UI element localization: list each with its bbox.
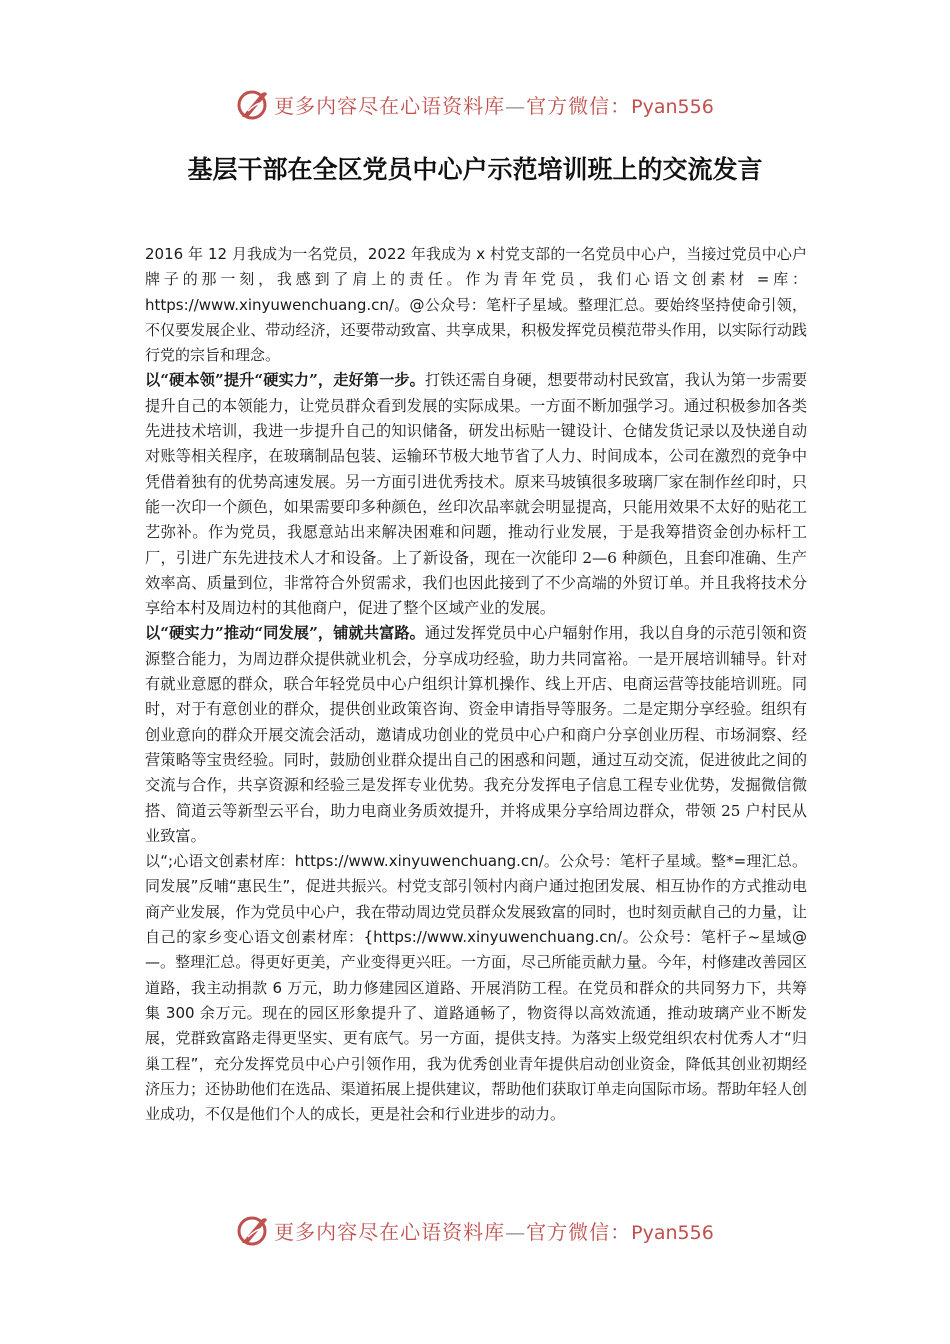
document-body [145,242,807,1127]
paragraph-section-3: 以“;心语文创素材库：https://www.xinyuwenchuang.cn/。公众号：笔杆子星域。整*=理汇总。同发展”反哺“惠民生”，促进共振兴。村党支部引领村内商户通过抱团发展、相互协作的方式推动电商产业发展，作为党员中心户，我在带动周边党员群众发展致富的同时，也时刻贡献自己的力量，让自己的家乡变心语文创素材库：{https://www.xinyuwenchuang.cn/。公众号：笔杆子~星域@—。整理汇总。得更好更美，产业变得更兴旺。一方面，尽己所能贡献力量。今年，村修建改善园区道路，我主动捐款 6 万元，助力修建园区道路、开展消防工程。在党员和群众的共同努力下，共筹集 300 余万元。现在的园区形象提升了、道路通畅了，物资得以高效流通，推动玻璃产业不断发展，党群致富路走得更坚实、更有底气。另一方面，提供支持。为落实上级党组织农村优秀人才“归巢工程”，充分发挥党员中心户引领作用，我为优秀创业青年提供启动创业资金，降低其创业初期经济压力；还协助他们在选品、渠道拓展上提供建议，帮助他们获取订单走向国际市场。帮助年轻人创业成功，不仅是他们个人的成长，更是社会和行业进步的动力。 [145,852,807,1124]
banner-sub: 官方微信： [526,93,632,118]
banner-main: 更多内容尽在心语资料库 [274,93,506,118]
banner-main: 更多内容尽在心语资料库 [274,1219,506,1244]
banner-id: Pyan556 [631,95,714,118]
header-banner [0,84,950,124]
banner-dash: — [505,93,527,118]
banner-id: Pyan556 [631,1221,714,1244]
banner-dash: — [505,1219,527,1244]
section-2-heading: 以“硬实力”推动“同发展”，铺就共富路。 [145,624,425,643]
paragraph-intro: 2016 年 12 月我成为一名党员，2022 年我成为 x 村党支部的一名党员中心户，当接过党员中心户牌子的那一刻，我感到了肩上的责任。作为青年党员，我们心语文创素材 =库：https://www.xinyuwenchuang.cn/。@公众号：笔杆子星域。整理汇总。要始终坚持使命引领，不仅要发展企业、带动经济，还要带动致富、共享成果，积极发挥党员模范带头作用，以实际行动践行党的宗旨和理念。 [145,245,807,365]
quill-pen-logo-icon [236,1213,270,1247]
paragraph-section-1 [145,368,807,621]
paragraph-section-2 [145,621,807,849]
document-title: 基层干部在全区党员中心户示范培训班上的交流发言 [187,155,763,184]
banner-text [274,1216,714,1245]
section-1-text: 打铁还需自身硬，想要带动村民致富，我认为第一步需要提升自己的本领能力，让党员群众看到发展的实际成果。一方面不断加强学习。通过积极参加各类先进技术培训，我进一步提升自己的知识储备，研发出标贴一键设计、仓储发货记录以及快递自动对账等相关程序，在玻璃制品包装、运输环节极大地节省了人力、时间成本，公司在激烈的竞争中凭借着独有的优势高速发展。另一方面引进优秀技术。原来马坡镇很多玻璃厂家在制作丝印时，只能一次印一个颜色，如果需要印多种颜色，丝印次品率就会明显提高，只能用效果不太好的贴花工艺弥补。作为党员，我愿意站出来解决困难和问题，推动行业发展，于是我筹措资金创办标杆工厂，引进广东先进技术人才和设备。上了新设备，现在一次能印 2—6 种颜色，且套印准确、生产效率高、质量到位，非常符合外贸需求，我们也因此接到了不少高端的外贸订单。并且我将技术分享给本村及周边村的其他商户，促进了整个区域产业的发展。 [145,371,808,618]
banner-sub: 官方微信： [526,1219,632,1244]
section-2-text: 通过发挥党员中心户辐射作用，我以自身的示范引领和资源整合能力，为周边群众提供就业机会，分享成功经验，助力共同富裕。一是开展培训辅导。针对有就业意愿的群众，联合年轻党员中心户组织计算机操作、线上开店、电商运营等技能培训班。同时，对于有意创业的群众，提供创业政策咨询、资金申请指导等服务。二是定期分享经验。组织有创业意向的群众开展交流会活动，邀请成功创业的党员中心户和商户分享创业历程、市场洞察、经营策略等宝贵经验。同时，鼓励创业群众提出自己的困惑和问题，通过互动交流，促进彼此之间的交流与合作，共享资源和经验三是发挥专业优势。我充分发挥电子信息工程专业优势，发掘微信微搭、简道云等新型云平台，助力电商业务质效提升，并将成果分享给周边群众，带领 25 户村民从业致富。 [145,624,808,845]
banner-text [274,90,714,119]
section-1-heading: 以“硬本领”提升“硬实力”，走好第一步。 [145,371,425,390]
footer-banner [0,1210,950,1250]
quill-pen-logo-icon [236,87,270,121]
